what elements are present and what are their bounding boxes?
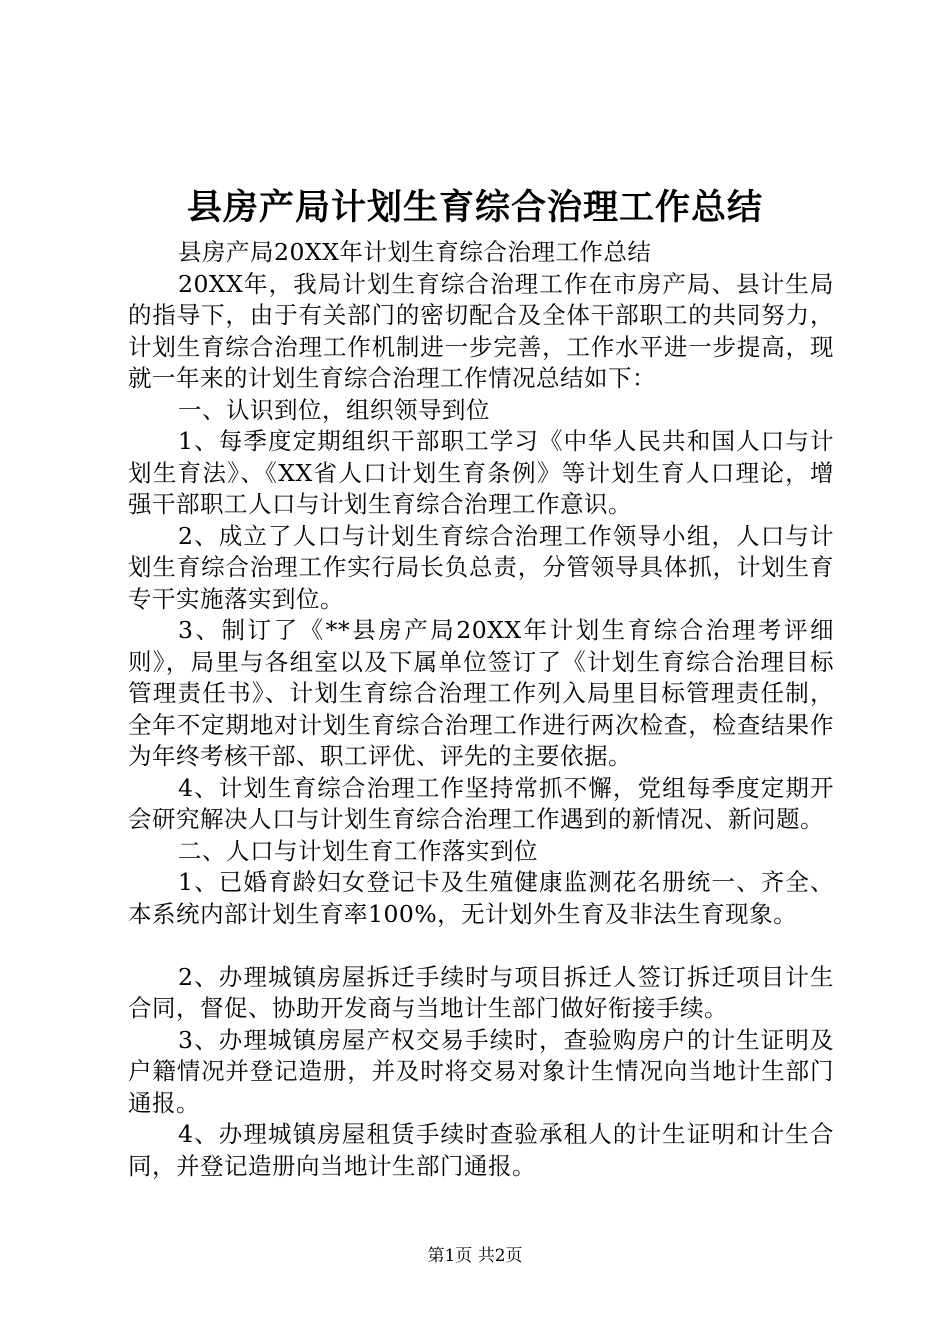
body-paragraph: 4、计划生育综合治理工作坚持常抓不懈，党组每季度定期开会研究解决人口与计划生育综合治理工作遇到的新情况、新问题。 <box>128 773 834 833</box>
body-paragraph: 3、办理城镇房屋产权交易手续时，查验购房户的计生证明及户籍情况并登记造册，并及时将交易对象计生情况向当地计生部门通报。 <box>128 1025 834 1117</box>
body-paragraph: 2、成立了人口与计划生育综合治理工作领导小组，人口与计划生育综合治理工作实行局长负总责，分管领导具体抓，计划生育专干实施落实到位。 <box>128 521 834 613</box>
section-heading-2: 二、人口与计划生育工作落实到位 <box>178 836 538 865</box>
intro-paragraph: 20XX年，我局计划生育综合治理工作在市房产局、县计生局的指导下，由于有关部门的密切配合及全体干部职工的共同努力，计划生育综合治理工作机制进一步完善，工作水平进一步提高，现就一年来的计划生育综合治理工作情况总结如下： <box>128 269 834 392</box>
document-body <box>128 237 834 1182</box>
body-paragraph: 1、每季度定期组织干部职工学习《中华人民共和国人口与计划生育法》、《XX省人口计划生育条例》等计划生育人口理论，增强干部职工人口与计划生育综合治理工作意识。 <box>128 427 834 518</box>
body-paragraph: 4、办理城镇房屋租赁手续时查验承租人的计生证明和计生合同，并登记造册向当地计生部门通报。 <box>128 1120 834 1180</box>
body-paragraph: 1、已婚育龄妇女登记卡及生殖健康监测花名册统一、齐全、本系统内部计划生育率100%，无计划外生育及非法生育现象。 <box>128 868 834 928</box>
body-paragraph: 3、制订了《**县房产局20XX年计划生育综合治理考评细则》，局里与各组室以及下属单位签订了《计划生育综合治理目标管理责任书》、计划生育综合治理工作列入局里目标管理责任制，全年不定期地对计划生育综合治理工作进行两次检查，检查结果作为年终考核干部、职工评优、评先的主要依据。 <box>128 616 834 770</box>
body-paragraph: 2、办理城镇房屋拆迁手续时与项目拆迁人签订拆迁项目计生合同，督促、协助开发商与当地计生部门做好衔接手续。 <box>128 962 834 1022</box>
section-heading-1: 一、认识到位，组织领导到位 <box>178 395 490 424</box>
page-footer: 第1页 共2页 <box>427 1246 523 1266</box>
subtitle-paragraph: 县房产局20XX年计划生育综合治理工作总结 <box>178 238 652 266</box>
document-title: 县房产局计划生育综合治理工作总结 <box>186 188 763 228</box>
